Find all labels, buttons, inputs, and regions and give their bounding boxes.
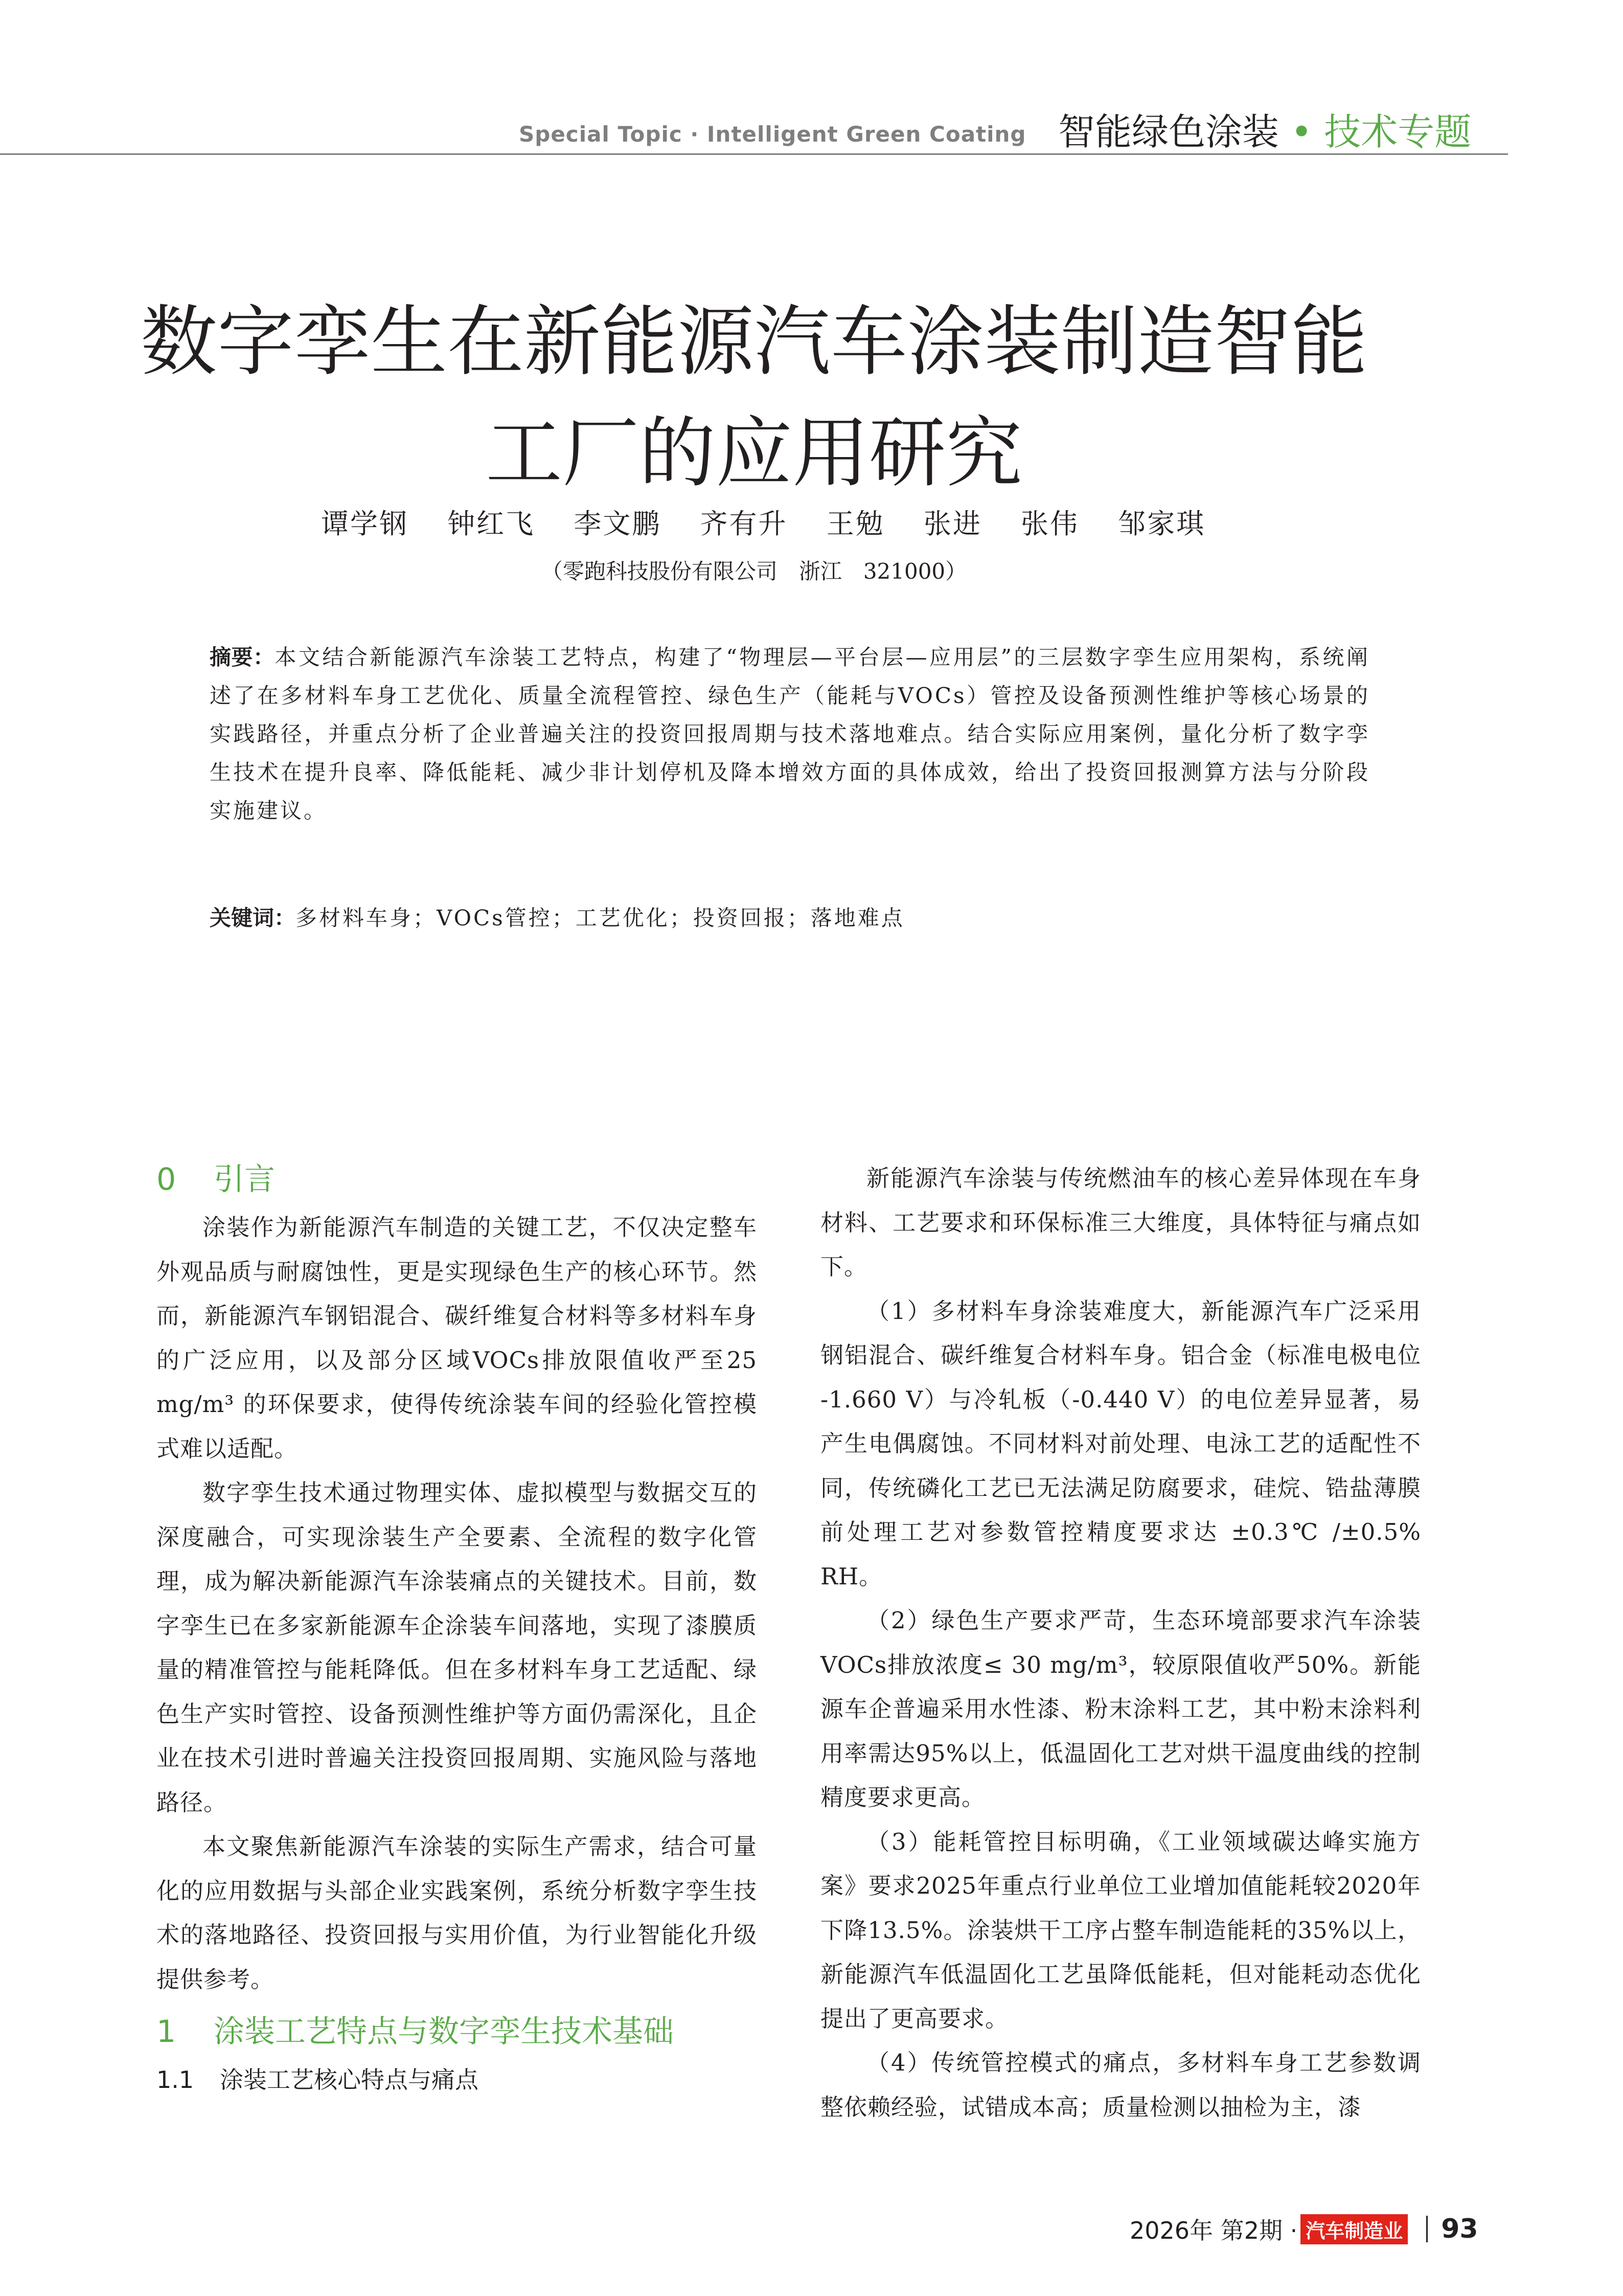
affiliation: （零跑科技股份有限公司 浙江 321000） [541,559,967,584]
paragraph: （1）多材料车身涂装难度大，新能源汽车广泛采用钢铝混合、碳纤维复合材料车身。铝合金（标准电极电位 -1.660 V）与冷轧板（-0.440 V）的电位差异显著，易产生电偶腐蚀。不同材料对前处理、电泳工艺的适配性不同，传统磷化工艺已无法满足防腐要求，硅烷、锆盐薄膜前处理工艺对参数管控精度要求达 ±0.3℃ /±0.5% RH。 [820,1297,1421,1590]
header-english-topic: Special Topic · Intelligent Green Coating [519,122,1026,147]
paragraph: 数字孪生技术通过物理实体、虚拟模型与数据交互的深度融合，可实现涂装生产全要素、全流程的数字化管理，成为解决新能源汽车涂装痛点的关键技术。目前，数字孪生已在多家新能源车企涂装车间落地，实现了漆膜质量的精准管控与能耗降低。但在多材料车身工艺适配、绿色生产实时管控、设备预测性维护等方面仍需深化，且企业在技术引进时普遍关注投资回报周期、实施风险与落地路径。 [156,1479,757,1816]
author-list [307,502,1206,541]
header-chinese-topic [1058,102,1471,155]
title-line-2: 工厂的应用研究 [485,409,1022,498]
journal-logo: 汽车制造业 [1300,2214,1408,2244]
header-topic-label: 技术专题 [1324,110,1472,153]
article-title [128,286,1380,509]
right-column [820,1156,1421,2129]
header-bullet: • [1279,110,1324,153]
page-footer [1130,2211,1478,2247]
section-heading-introduction [156,1156,757,1202]
section-heading-1 [156,2009,757,2055]
abstract-label: 摘要： [210,645,275,670]
abstract [210,638,1370,830]
title-line-1: 数字孪生在新能源汽车涂装制造智能 [140,298,1367,387]
section-title: 引言 [214,1162,275,1197]
footer-divider [1426,2216,1428,2242]
paragraph: 本文聚焦新能源汽车涂装的实际生产需求，结合可量化的应用数据与头部企业实践案例，系统分析数字孪生技术的落地路径、投资回报与实用价值，为行业智能化升级提供参考。 [156,1833,757,1993]
section-number: 0 [156,1162,176,1197]
paragraph: 涂装作为新能源汽车制造的关键工艺，不仅决定整车外观品质与耐腐蚀性，更是实现绿色生产的核心环节。然而，新能源汽车钢铝混合、碳纤维复合材料等多材料车身的广泛应用，以及部分区域VOCs排放限值收严至25 mg/m³ 的环保要求，使得传统涂装车间的经验化管控模式难以适配。 [156,1214,757,1462]
paragraph: （3）能耗管控目标明确，《工业领域碳达峰实施方案》要求2025年重点行业单位工业增加值能耗较2020年下降13.5%。涂装烘干工序占整车制造能耗的35%以上，新能源汽车低温固化工艺虽降低能耗，但对能耗动态优化提出了更高要求。 [820,1828,1421,2032]
author: 齐有升 [700,508,788,540]
page-number: 93 [1441,2214,1478,2244]
keywords [210,903,1370,934]
keywords-label: 关键词： [210,905,296,930]
author: 李文鹏 [574,508,661,540]
author: 谭学钢 [321,508,408,540]
left-column [156,1156,757,2102]
section-number: 1 [156,2014,176,2050]
paragraph: （4）传统管控模式的痛点，多材料车身工艺参数调整依赖经验，试错成本高；质量检测以抽检为主，漆 [820,2049,1421,2121]
author: 钟红飞 [447,508,535,540]
subsection-title: 涂装工艺核心特点与痛点 [220,2066,478,2094]
subsection-heading-1-1 [156,2058,757,2102]
author: 王勉 [826,508,885,540]
header-column-name: 智能绿色涂装 [1058,110,1279,153]
subsection-number: 1.1 [156,2066,194,2094]
author: 邹家琪 [1118,508,1206,540]
abstract-text: 本文结合新能源汽车涂装工艺特点，构建了“物理层—平台层—应用层”的三层数字孪生应用架构，系统阐述了在多材料车身工艺优化、质量全流程管控、绿色生产（能耗与VOCs）管控及设备预测性维护等核心场景的实践路径，并重点分析了企业普遍关注的投资回报周期与技术落地难点。结合实际应用案例，量化分析了数字孪生技术在提升良率、降低能耗、减少非计划停机及降本增效方面的具体成效，给出了投资回报测算方法与分阶段实施建议。 [210,645,1370,823]
keywords-text: 多材料车身；VOCs管控；工艺优化；投资回报；落地难点 [295,905,905,930]
header-rule [0,153,1508,155]
author: 张伟 [1021,508,1080,540]
paragraph: （2）绿色生产要求严苛，生态环境部要求汽车涂装VOCs排放浓度≤ 30 mg/m³，较原限值收严50%。新能源车企普遍采用水性漆、粉末涂料工艺，其中粉末涂料利用率需达95%以上，低温固化工艺对烘干温度曲线的控制精度要求更高。 [820,1607,1421,1811]
issue-info: 2026年 第2期 · [1130,2217,1298,2244]
author: 张进 [923,508,982,540]
section-title: 涂装工艺特点与数字孪生技术基础 [214,2014,674,2050]
paragraph: 新能源汽车涂装与传统燃油车的核心差异体现在车身材料、工艺要求和环保标准三大维度，具体特征与痛点如下。 [820,1165,1421,1280]
